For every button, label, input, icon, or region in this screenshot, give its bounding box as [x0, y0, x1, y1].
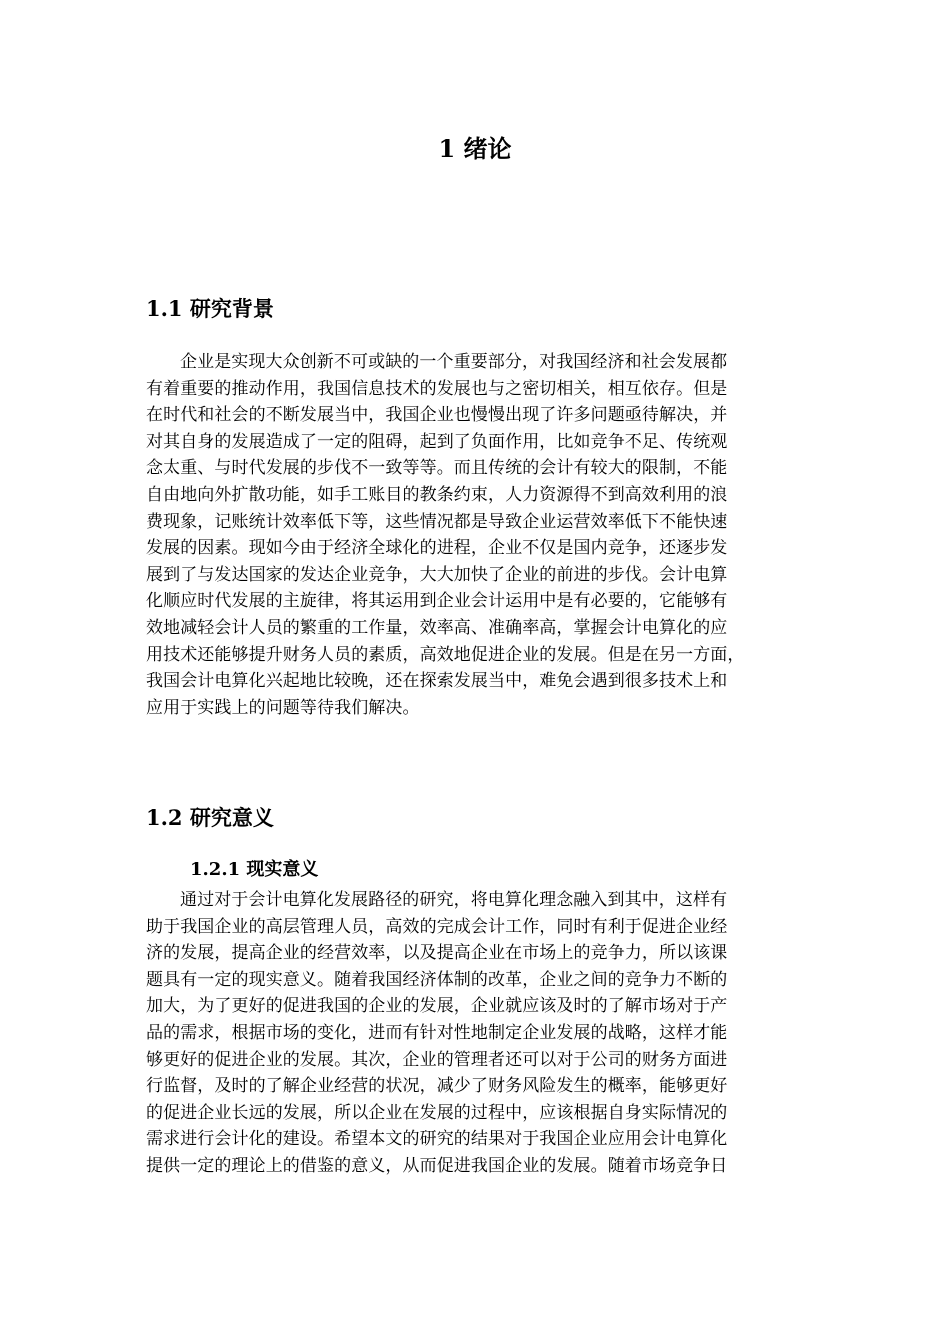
paragraph-line: 的促进企业长远的发展，所以企业在发展的过程中，应该根据自身实际情况的	[146, 1102, 728, 1123]
paragraph-line: 需求进行会计化的建设。希望本文的研究的结果对于我国企业应用会计电算化	[146, 1129, 728, 1150]
paragraph-line: 对其自身的发展造成了一定的阻碍，起到了负面作用，比如竞争不足、传统观	[146, 431, 728, 452]
paragraph-line: 企业是实现大众创新不可或缺的一个重要部分，对我国经济和社会发展都	[180, 352, 728, 372]
paragraph-line: 自由地向外扩散功能，如手工账目的教条约束，人力资源得不到高效利用的浪	[146, 484, 728, 505]
paragraph-line: 发展的因素。现如今由于经济全球化的进程，企业不仅是国内竞争，还逐步发	[146, 538, 728, 559]
paragraph-line: 念太重、与时代发展的步伐不一致等等。而且传统的会计有较大的限制，不能	[146, 458, 728, 479]
section-heading-research-significance: 1.2 研究意义	[146, 805, 274, 830]
paragraph-line: 效地减轻会计人员的繁重的工作量，效率高、准确率高，掌握会计电算化的应	[146, 617, 728, 638]
paragraph-line: 费现象，记账统计效率低下等，这些情况都是导致企业运营效率低下不能快速	[146, 511, 728, 532]
paragraph-line: 济的发展，提高企业的经营效率，以及提高企业在市场上的竞争力，所以该课	[146, 943, 728, 964]
paragraph-line: 加大，为了更好的促进我国的企业的发展，企业就应该及时的了解市场对于产	[146, 996, 728, 1017]
paragraph-line: 品的需求，根据市场的变化，进而有针对性地制定企业发展的战略，这样才能	[146, 1022, 728, 1043]
paragraph-line: 用技术还能够提升财务人员的素质，高效地促进企业的发展。但是在另一方面，	[146, 644, 745, 665]
paragraph-line: 提供一定的理论上的借鉴的意义，从而促进我国企业的发展。随着市场竞争日	[146, 1155, 728, 1176]
paragraph-line: 在时代和社会的不断发展当中，我国企业也慢慢出现了许多问题亟待解决，并	[146, 405, 728, 426]
paragraph-line: 有着重要的推动作用，我国信息技术的发展也与之密切相关，相互依存。但是	[146, 378, 728, 399]
paragraph-line: 够更好的促进企业的发展。其次，企业的管理者还可以对于公司的财务方面进	[146, 1049, 728, 1070]
section-heading-research-background: 1.1 研究背景	[146, 296, 274, 321]
subsection-heading-practical-significance: 1.2.1 现实意义	[190, 859, 319, 880]
paragraph-line: 行监督，及时的了解企业经营的状况，减少了财务风险发生的概率，能够更好	[146, 1076, 728, 1097]
paragraph-line: 题具有一定的现实意义。随着我国经济体制的改革，企业之间的竞争力不断的	[146, 969, 728, 990]
paragraph-line: 通过对于会计电算化发展路径的研究，将电算化理念融入到其中，这样有	[180, 890, 728, 910]
paragraph-practical-significance	[146, 887, 806, 1180]
paragraph-line: 展到了与发达国家的发达企业竞争，大大加快了企业的前进的步伐。会计电算	[146, 564, 728, 585]
paragraph-line: 我国会计电算化兴起地比较晚，还在探索发展当中，难免会遇到很多技术上和	[146, 671, 728, 692]
paragraph-line: 应用于实践上的问题等待我们解决。	[146, 697, 420, 718]
paragraph-research-background	[146, 349, 806, 721]
chapter-title: 1 绪论	[438, 134, 512, 163]
paragraph-line: 助于我国企业的高层管理人员，高效的完成会计工作，同时有利于促进企业经	[146, 916, 728, 937]
paragraph-line: 化顺应时代发展的主旋律，将其运用到企业会计运用中是有必要的，它能够有	[146, 591, 728, 612]
